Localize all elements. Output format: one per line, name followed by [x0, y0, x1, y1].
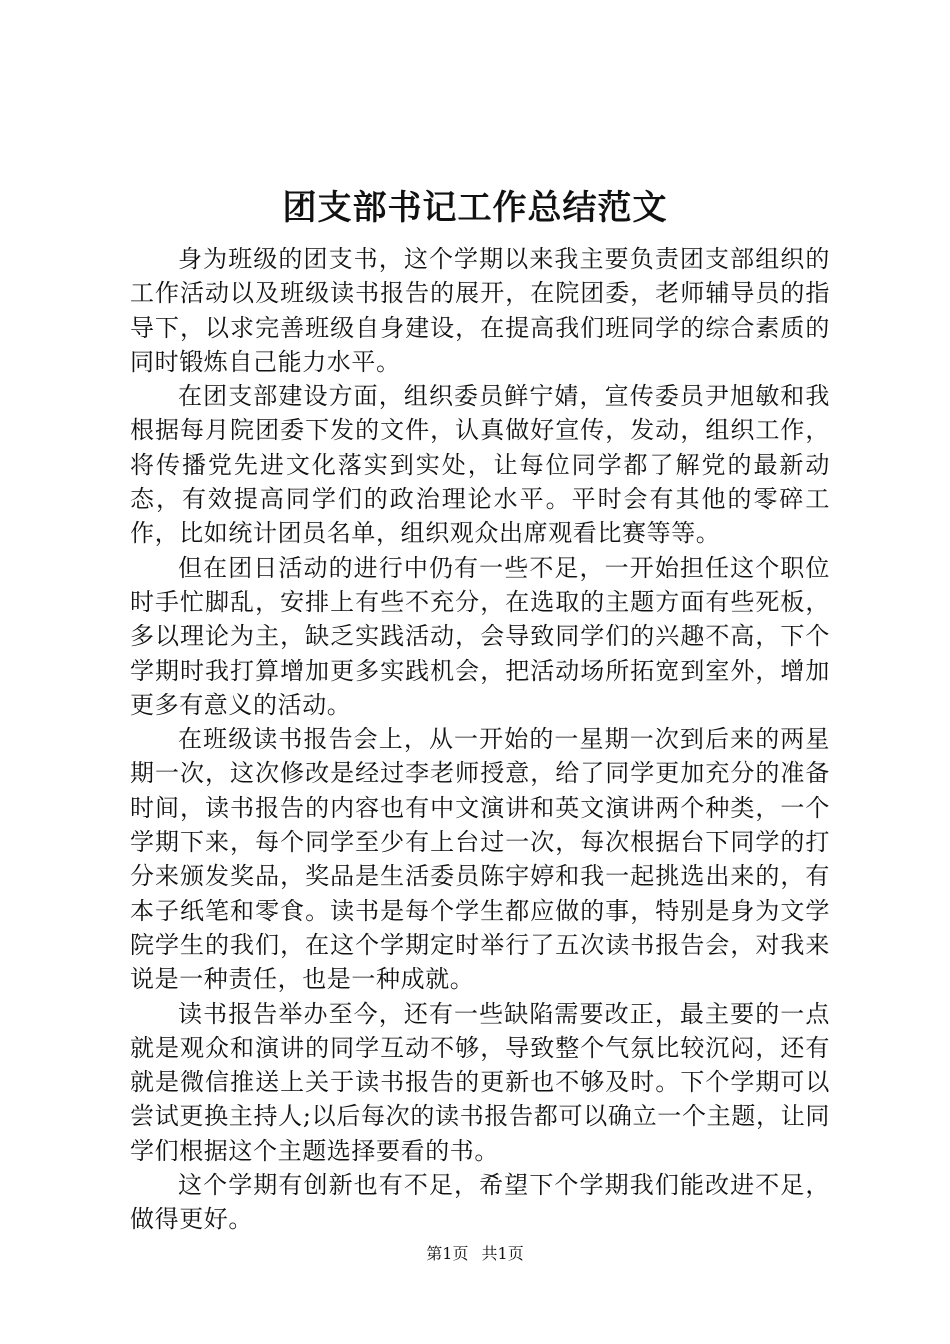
- document-title: 团支部书记工作总结范文: [282, 188, 668, 228]
- paragraph-5: 读书报告举办至今，还有一些缺陷需要改正，最主要的一点就是观众和演讲的同学互动不够，导致整个气氛比较沉闷，还有就是微信推送上关于读书报告的更新也不够及时。下个学期可以尝试更换主持人;以后每次的读书报告都可以确立一个主题，让同学们根据这个主题选择要看的书。: [130, 999, 830, 1165]
- document-body: [130, 242, 830, 1237]
- paragraph-1: 身为班级的团支书，这个学期以来我主要负责团支部组织的工作活动以及班级读书报告的展开，在院团委，老师辅导员的指导下，以求完善班级自身建设，在提高我们班同学的综合素质的同时锻炼自己能力水平。: [130, 245, 830, 376]
- paragraph-2: 在团支部建设方面，组织委员鲜宁婧，宣传委员尹旭敏和我根据每月院团委下发的文件，认真做好宣传，发动，组织工作，将传播党先进文化落实到实处，让每位同学都了解党的最新动态，有效提高同学们的政治理论水平。平时会有其他的零碎工作，比如统计团员名单，组织观众出席观看比赛等等。: [130, 382, 830, 548]
- paragraph-4: 在班级读书报告会上，从一开始的一星期一次到后来的两星期一次，这次修改是经过李老师授意，给了同学更加充分的准备时间，读书报告的内容也有中文演讲和英文演讲两个种类，一个学期下来，每个同学至少有上台过一次，每次根据台下同学的打分来颁发奖品，奖品是生活委员陈宇婷和我一起挑选出来的，有本子纸笔和零食。读书是每个学生都应做的事，特别是身为文学院学生的我们，在这个学期定时举行了五次读书报告会，对我来说是一种责任，也是一种成就。: [130, 725, 830, 994]
- page-total: 共1页: [481, 1244, 524, 1263]
- page-number: 第1页: [426, 1244, 469, 1263]
- paragraph-6: 这个学期有创新也有不足，希望下个学期我们能改进不足，做得更好。: [130, 1171, 830, 1234]
- paragraph-3: 但在团日活动的进行中仍有一些不足，一开始担任这个职位时手忙脚乱，安排上有些不充分，在选取的主题方面有些死板，多以理论为主，缺乏实践活动，会导致同学们的兴趣不高，下个学期时我打算增加更多实践机会，把活动场所拓宽到室外，增加更多有意义的活动。: [130, 553, 830, 719]
- page-footer: [0, 1242, 950, 1266]
